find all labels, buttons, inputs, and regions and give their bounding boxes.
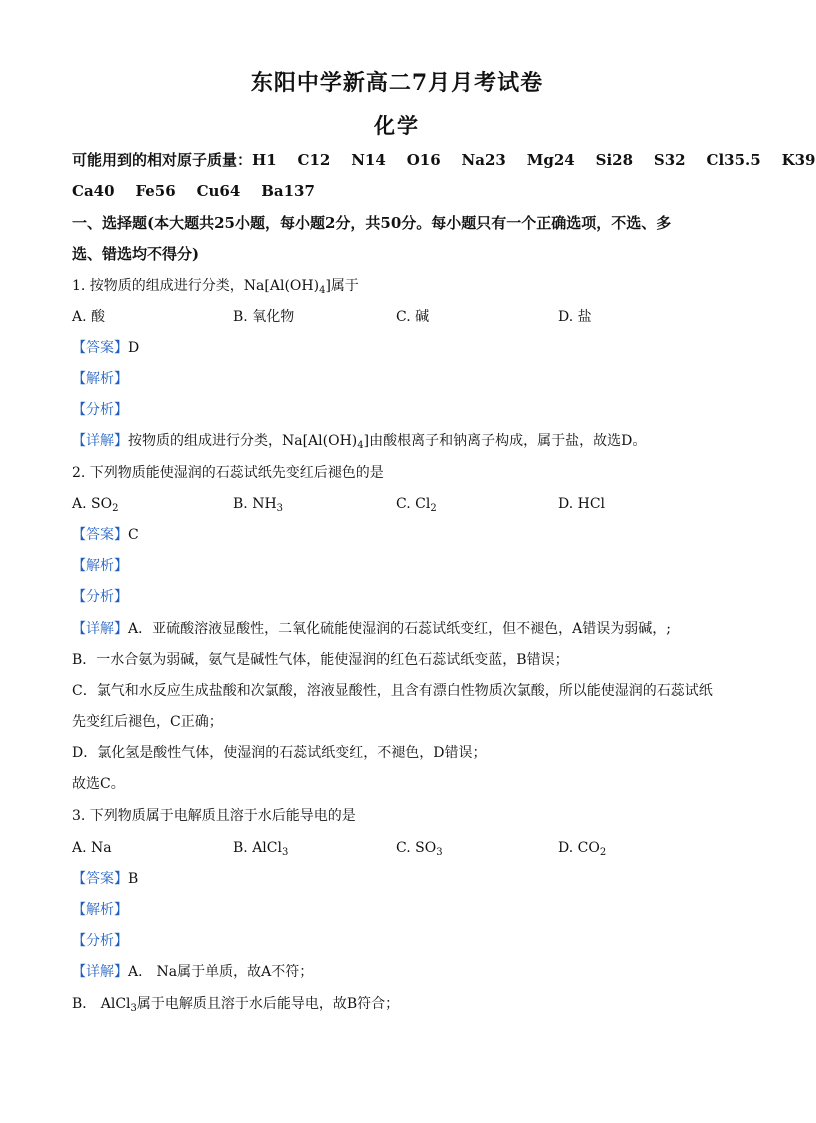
- question-2-conclusion: 故选C。: [72, 776, 125, 792]
- question-3-option-d: D. $CO_2$: [558, 840, 607, 858]
- mass-k: K39: [781, 151, 816, 169]
- mass-cl: Cl35.5: [706, 151, 761, 169]
- question-2-analysis-tag: 【解析】: [72, 558, 128, 574]
- question-2-stem: 2. 下列物质能使湿润的石蕊试纸先变红后褪色的是: [72, 465, 384, 481]
- question-1-answer: 【答案】D: [72, 340, 140, 356]
- atomic-mass-label: 可能用到的相对原子质量：: [72, 151, 253, 169]
- question-3-option-b: B. AlCl$_3$: [233, 840, 289, 858]
- atomic-mass-row-1: [72, 150, 816, 170]
- question-1-option-c: C. 碱: [396, 309, 430, 325]
- subject-title: 化学: [374, 113, 420, 138]
- exam-title: 东阳中学新高二7月月考试卷: [250, 70, 544, 96]
- mass-ca: Ca40: [72, 182, 115, 200]
- question-1-option-d: D. 盐: [558, 309, 592, 325]
- mass-c: C12: [297, 151, 331, 169]
- question-2-answer: 【答案】C: [72, 527, 139, 543]
- question-3-detail-b: B． AlCl$_3$属于电解质且溶于水后能导电，故B符合；: [72, 996, 400, 1014]
- question-2-detail-a: 【详解】A．亚硫酸溶液显酸性，二氧化硫能使湿润的石蕊试纸变红，但不褪色，A错误为弱碱，;: [72, 621, 671, 637]
- mass-na: Na23: [461, 151, 506, 169]
- question-3-option-a: A. Na: [72, 840, 112, 856]
- question-2-detail-c-1: C．氯气和水反应生成盐酸和次氯酸，溶液显酸性，且含有漂白性物质次氯酸，所以能使湿润的石蕊试纸: [72, 683, 713, 699]
- atomic-mass-row-2: [72, 181, 315, 201]
- mass-h: H1: [252, 151, 277, 169]
- question-2-option-c: C. $Cl_2$: [396, 496, 437, 514]
- question-3-analysis-tag: 【解析】: [72, 902, 128, 918]
- question-1-option-b: B. 氧化物: [233, 309, 295, 325]
- mass-ba: Ba137: [261, 182, 315, 200]
- question-2-option-a: A. $SO_2$: [72, 496, 119, 514]
- question-2-option-d: D. HCl: [558, 496, 606, 512]
- question-1-option-a: A. 酸: [72, 309, 106, 325]
- question-1-detail: 【详解】按物质的组成进行分类，$Na[Al(OH)_4]$由酸根离子和钠离子构成，属于盐，故选D。: [72, 433, 647, 451]
- question-1-analysis-tag: 【解析】: [72, 371, 128, 387]
- question-3-stem: 3. 下列物质属于电解质且溶于水后能导电的是: [72, 808, 356, 824]
- answer-tag: 【答案】: [72, 340, 128, 356]
- question-2-option-b: B. $NH_3$: [233, 496, 284, 514]
- section-heading-line-2: 选、错选均不得分): [72, 245, 200, 263]
- question-3-detail-a: 【详解】A． Na属于单质，故A不符；: [72, 964, 314, 980]
- question-2-detail-c-2: 先变红后褪色，C正确；: [72, 714, 223, 730]
- mass-n: N14: [351, 151, 386, 169]
- section-heading-line-1: 一、选择题(本大题共25小题，每小题2分，共50分。每小题只有一个正确选项，不选、多: [72, 214, 672, 232]
- question-2-fenxi-tag: 【分析】: [72, 589, 128, 605]
- question-2-detail-b: B．一水合氨为弱碱，氨气是碱性气体，能使湿润的红色石蕊试纸变蓝，B错误；: [72, 652, 569, 668]
- question-1-fenxi-tag: 【分析】: [72, 402, 128, 418]
- mass-s: S32: [653, 151, 686, 169]
- mass-mg: Mg24: [526, 151, 575, 169]
- question-1-stem: 1. 按物质的组成进行分类，$Na[Al(OH)_4]$属于: [72, 278, 359, 296]
- question-3-option-c: C. $SO_3$: [396, 840, 443, 858]
- mass-fe: Fe56: [135, 182, 176, 200]
- mass-o: O16: [406, 151, 441, 169]
- mass-si: Si28: [595, 151, 634, 169]
- question-3-fenxi-tag: 【分析】: [72, 933, 128, 949]
- question-2-detail-d: D．氯化氢是酸性气体，使湿润的石蕊试纸变红，不褪色，D错误；: [72, 745, 487, 761]
- mass-cu: Cu64: [196, 182, 241, 200]
- question-3-answer: 【答案】B: [72, 871, 139, 887]
